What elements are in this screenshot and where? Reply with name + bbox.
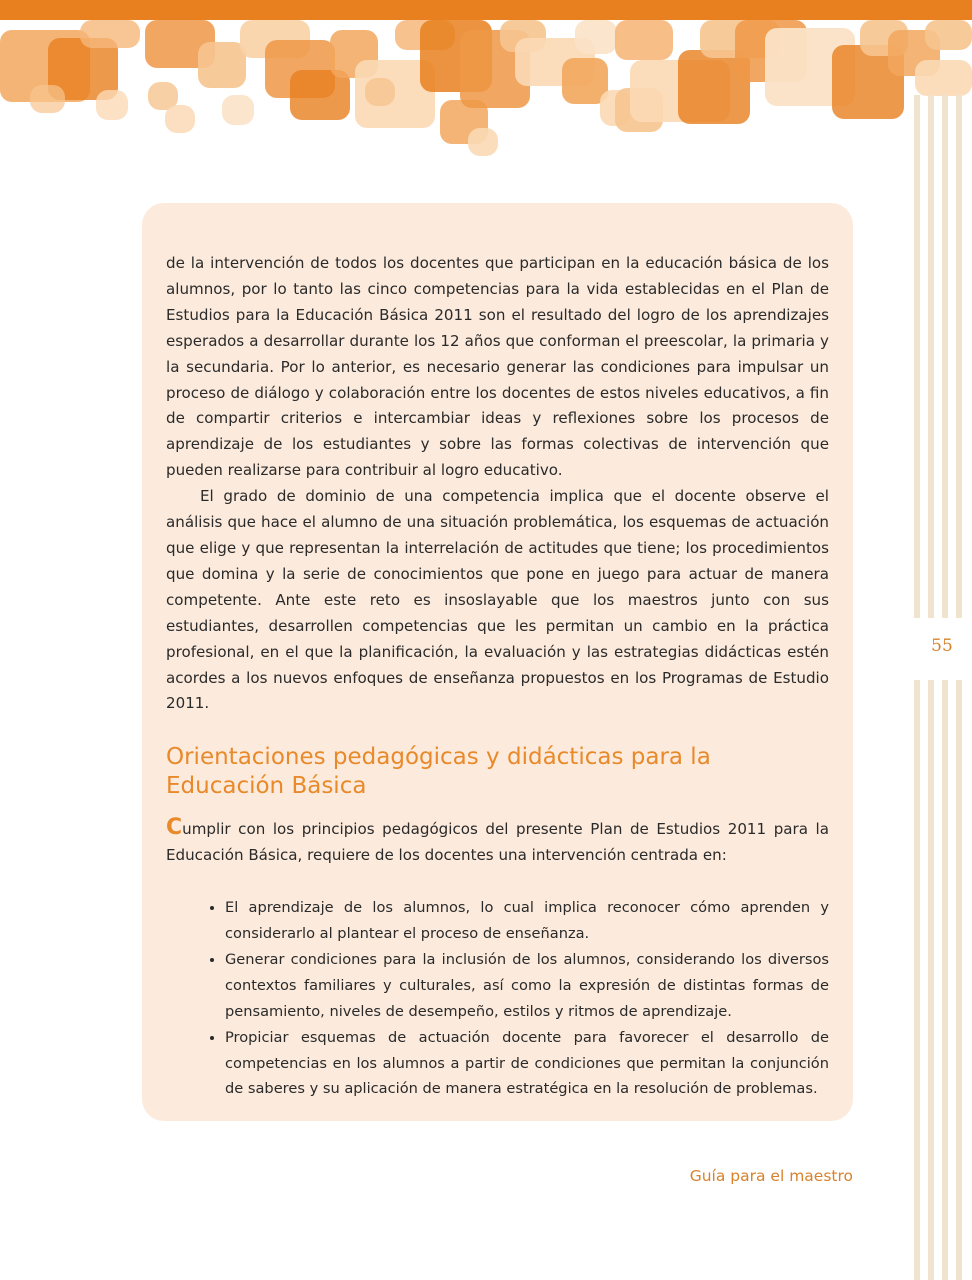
- footer-title: Guía para el maestro: [689, 1167, 853, 1185]
- drop-cap: C: [166, 815, 183, 841]
- decorative-squares-banner: [0, 20, 972, 160]
- list-item: • Propiciar esquemas de actuación docente para favorecer el desarrollo de competencias en los alumnos a partir de condiciones que permitan la conjunción de saberes y su aplicación de manera estratégica en la resolución de problemas.: [225, 1025, 829, 1103]
- intro-paragraph: [166, 817, 829, 869]
- section-heading: Orientaciones pedagógicas y didácticas para la Educación Básica: [166, 744, 711, 800]
- intro-text: umplir con los principios pedagógicos del presente Plan de Estudios 2011 para la Educación Básica, requiere de los docentes una intervención centrada en:: [166, 820, 829, 865]
- page-number-tab: [912, 618, 972, 680]
- list-item: • El aprendizaje de los alumnos, lo cual implica reconocer cómo aprenden y considerarlo al plantear el proceso de enseñanza.: [225, 895, 829, 947]
- bullet-list: [166, 895, 829, 1102]
- body-paragraph-2: El grado de dominio de una competencia implica que el docente observe el análisis que hace el alumno de una situación problemática, los esquemas de actuación que elige y que representan la interrelación de actitudes que tiene; los procedimientos que domina y la serie de conocimientos que pone en juego para actuar de manera competente. Ante este reto es insoslayable que los maestros junto con sus estudiantes, desarrollen competencias que les permitan un cambio en la práctica profesional, en el que la planificación, la evaluación y las estrategias didácticas estén acordes a los nuevos enfoques de enseñanza propuestos en los Programas de Estudio 2011.: [166, 487, 829, 713]
- body-paragraph-1: de la intervención de todos los docentes que participan en la educación básica de los alumnos, por lo tanto las cinco competencias para la vida establecidas en el Plan de Estudios para la Educación Básica 2011 son el resultado del logro de los aprendizajes esperados a desarrollar durante los 12 años que conforman el preescolar, la primaria y la secundaria. Por lo anterior, es necesario generar las condiciones para impulsar un proceso de diálogo y colaboración entre los docentes de estos niveles educativos, a fin de compartir criterios e intercambiar ideas y reflexiones sobre los procesos de aprendizaje de los estudiantes y sobre las formas colectivas de intervención que pueden realizarse para contribuir al logro educativo.: [166, 254, 829, 480]
- list-item: • Generar condiciones para la inclusión de los alumnos, considerando los diversos contextos familiares y culturales, así como la expresión de distintas formas de pensamiento, niveles de desempeño, estilos y ritmos de aprendizaje.: [225, 947, 829, 1025]
- content-text: [166, 251, 829, 1102]
- top-accent-bar: [0, 0, 972, 20]
- content-panel: [142, 203, 853, 1121]
- page-number: 55: [931, 636, 953, 656]
- side-stripes: [910, 95, 972, 1280]
